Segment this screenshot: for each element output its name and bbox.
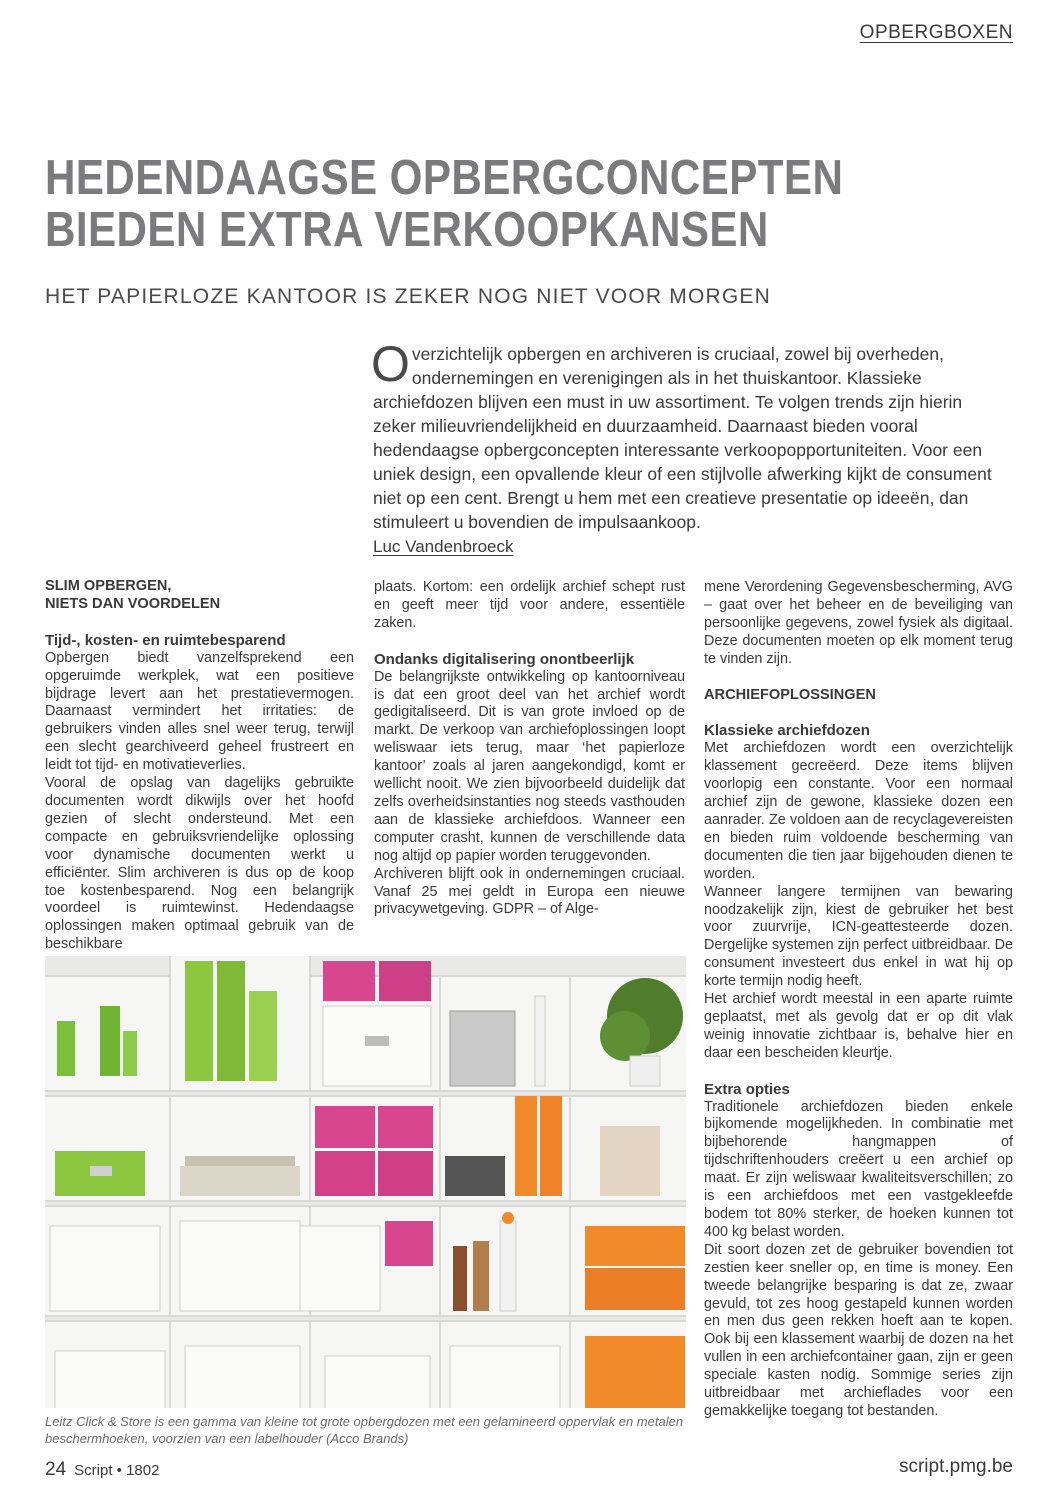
body-paragraph: Traditionele archiefdozen bieden enkele bijkomende mogelijkheden. In combinatie met bijbehorende hangmappen of tijdschriftenhouders creëert u een archief op maat. Er zijn weliswaar kwaliteitsverschillen; zo is een archiefdoos met een vastgekleefde bodem tot 80% sterker, de hoeken kunnen tot 400 kg belast worden. [704, 1098, 1013, 1240]
author-byline: Luc Vandenbroeck [373, 537, 514, 556]
article-subtitle: HET PAPIERLOZE KANTOOR IS ZEKER NOG NIET VOOR MORGEN [45, 285, 771, 308]
footer-left [45, 1459, 159, 1481]
heading-line-2: NIETS DAN VOORDELEN [45, 595, 221, 612]
intro-paragraph [371, 336, 1005, 534]
body-paragraph: mene Verordening Gegevensbescherming, AVG – gaat over het beheer en de beveiliging van persoonlijke gegevens, zowel fysiek als digitaal. Deze documenten moeten op elk moment terug te vinden zijn. [704, 579, 1013, 667]
body-paragraph: Vooral de opslag van dagelijks gebruikte documenten wordt dikwijls over het hoofd gezien of slecht ondersteund. Met een compacte en gebruiksvriendelijke oplossing voor dynamische documenten werkt u efficiënter. Slim archiveren is dus op de koop toe kostenbesparend. Nog een belangrijk voordeel is ruimtewinst. Hedendaagse oplossingen maken optimaal gebruik van de beschikbare [45, 775, 354, 953]
body-paragraph: Dit soort dozen zet de gebruiker bovendien tot zestien keer sneller op, en time is money. Een tweede belangrijke besparing is dat ze, zwaar gevuld, tot zes hoog gestapeld kunnen worden en men dus geen rekken hoeft aan te kopen. Ook bij een klassement waarbij de dozen na het vullen in een archiefcontainer gaan, zijn er geen speciale kasten nodig. Sommige series zijn uitbreidbaar met archieflades voor een gemakkelijke toegang tot bestanden. [704, 1241, 1013, 1419]
section-heading [45, 578, 354, 614]
section-heading: ARCHIEFOPLOSSINGEN [704, 686, 876, 703]
page-number: 24 [45, 1459, 67, 1480]
column-1 [45, 578, 354, 954]
section-tag: OPBERGBOXEN [859, 22, 1013, 43]
subheading: Klassieke archiefdozen [704, 722, 870, 740]
shelving-photo [45, 956, 686, 1408]
subheading: Tijd-, kosten- en ruimtebesparend [45, 631, 286, 649]
article-title [45, 152, 871, 256]
body-paragraph: Archiveren blijft ook in ondernemingen cruciaal. Vanaf 25 mei geldt in Europa een nieuwe privacywetgeving. GDPR – of Alge- [374, 865, 685, 918]
subheading: Extra opties [704, 1080, 790, 1098]
intro-text: verzichtelijk opbergen en archiveren is cruciaal, zowel bij overheden, ondernemingen en verenigingen als in het thuiskantoor. Klassieke archiefdozen blijven een must in uw assortiment. Te volgen trends zijn hierin zeker milieuvriendelijkheid en duurzaamheid. Daarnaast bieden vooral hedendaagse opbergconcepten interessante verkoopopportuniteiten. Voor een uniek design, een opvallende kleur of een stijlvolle afwerking kijkt de consument niet op een cent. Brengt u hem met een creatieve presentatie op ideeën, dan stimuleert u bovendien de impulsaankoop. [373, 344, 992, 532]
column-3 [704, 579, 1013, 1421]
photo-caption: Leitz Click & Store is een gamma van kleine tot grote opbergdozen met een gelamineerd oppervlak en metalen beschermhoeken, voorzien van een labelhouder (Acco Brands) [45, 1414, 684, 1446]
body-paragraph: plaats. Kortom: een ordelijk archief schept rust en geeft meer tijd voor andere, essentiële zaken. [374, 579, 685, 631]
body-paragraph: Wanneer langere termijnen van bewaring noodzakelijk zijn, kiest de gebruiker het best voor zuurvrije, ICN-geattesteerde dozen. Dergelijke systemen zijn perfect uitbreidbaar. De consument investeert dus enkel in wat hij op korte termijn nodig heeft. [704, 883, 1013, 990]
body-paragraph: Opbergen biedt vanzelfsprekend een opgeruimde werkplek, wat een positieve bijdrage levert aan het prestatievermogen. Daarnaast vermindert het irritaties: de gebruikers vinden alles snel weer terug, terwijl een slecht gearchiveerd geheel frustreert en leidt tot tijd- en motivatieverlies. [45, 649, 354, 774]
title-line-1: HEDENDAAGSE OPBERGCONCEPTEN [45, 151, 844, 205]
publication-issue: Script • 1802 [74, 1462, 160, 1479]
body-paragraph: De belangrijkste ontwikkeling op kantoorniveau is dat een groot deel van het archief wordt gedigitaliseerd. Dit is van grote invloed op de markt. De verkoop van archiefoplossingen loopt weliswaar iets terug, maar ‘het papierloze kantoor’ zoals al jaren aangekondigd, komt er wellicht nooit. We zien bijvoorbeeld duidelijk dat zelfs overheidsinstanties nog steeds vasthouden aan de klassieke archiefdoos. Wanneer een computer crasht, kunnen de verschillende data nog altijd op papier worden teruggevonden. [374, 668, 685, 864]
title-line-2: BIEDEN EXTRA VERKOOPKANSEN [45, 203, 769, 257]
subheading: Ondanks digitalisering onontbeerlijk [374, 650, 635, 668]
website-link[interactable]: script.pmg.be [898, 1456, 1013, 1477]
body-paragraph: Het archief wordt meestal in een aparte ruimte geplaatst, met als gevolg dat er op dit vlak weinig innovatie zichtbaar is, behalve hier en daar een bescheiden kleurtje. [704, 991, 1013, 1061]
column-2 [374, 579, 685, 919]
heading-line-1: SLIM OPBERGEN, [45, 578, 172, 594]
drop-cap: O [371, 336, 410, 392]
body-paragraph: Met archiefdozen wordt een overzichtelijk klassement gecreëerd. Deze items blijven voorlopig een constante. Voor een normaal archief zijn de gewone, klassieke dozen een aanrader. Ze voldoen aan de recyclagevereisten en bieden ruim voldoende bescherming van documenten die tien jaar bijgehouden dienen te worden. [704, 740, 1013, 882]
